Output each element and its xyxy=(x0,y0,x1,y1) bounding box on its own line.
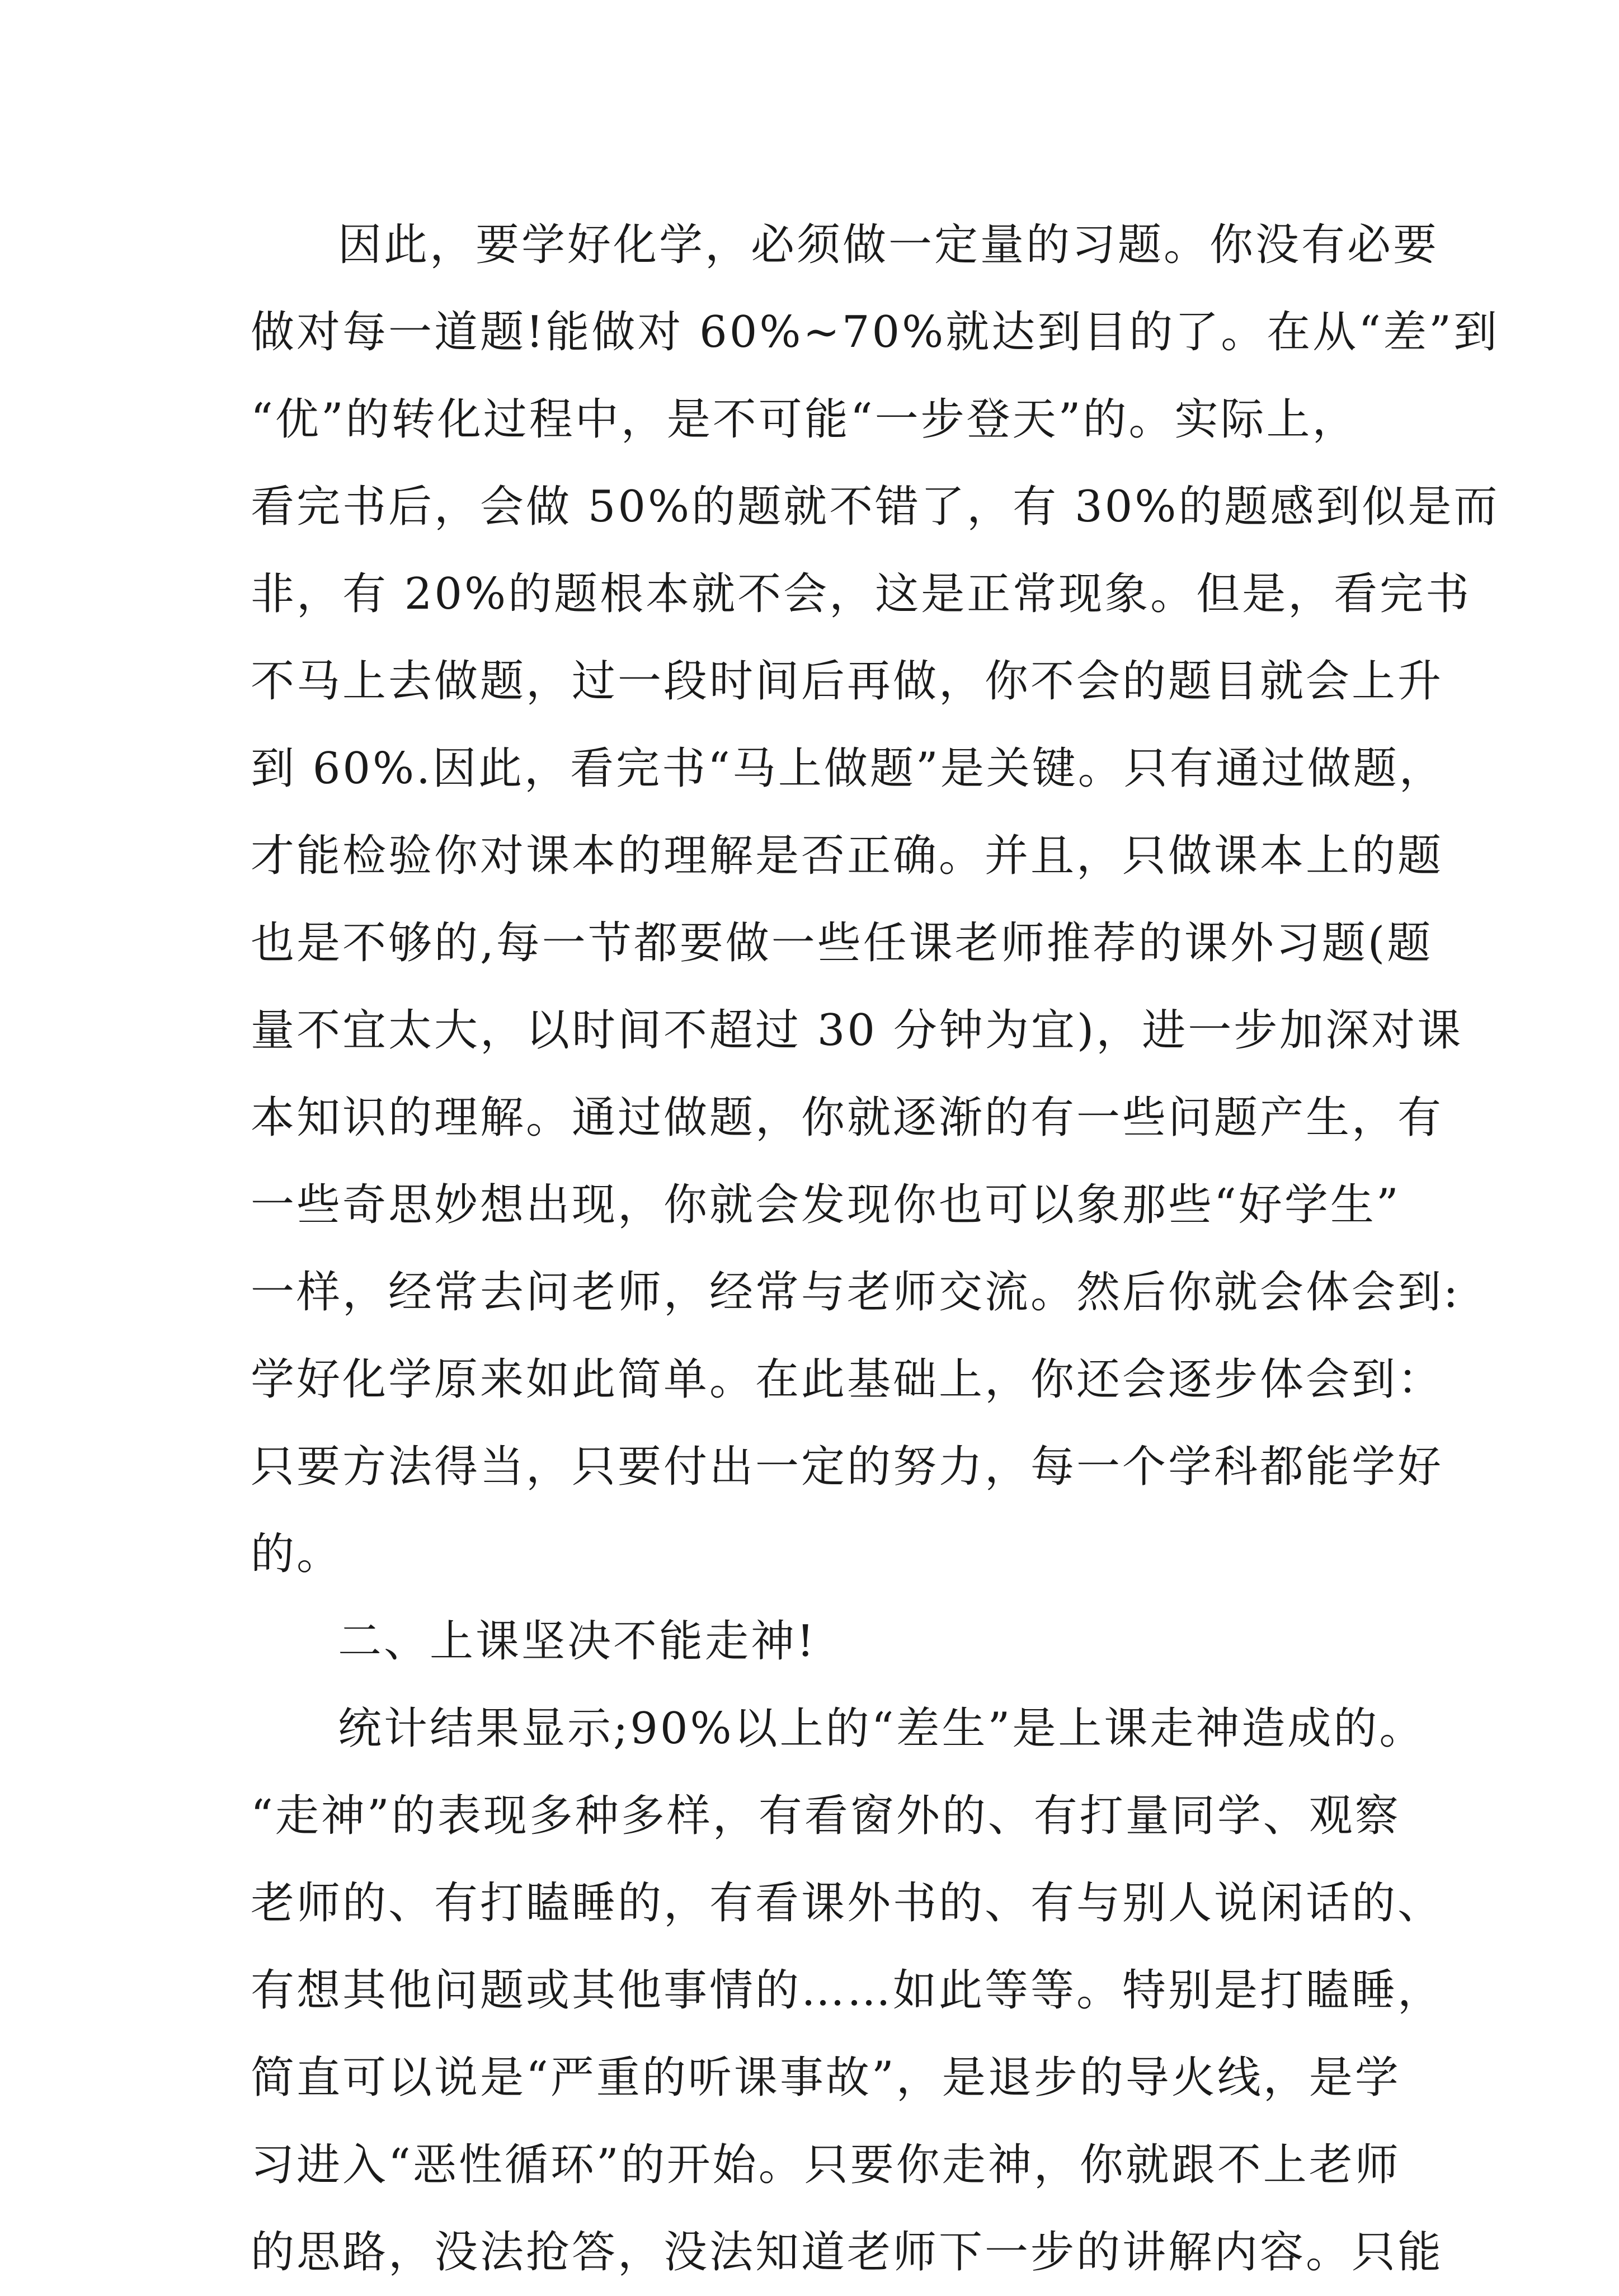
text-line: 到 60%.因此，看完书“马上做题”是关键。只有通过做题， xyxy=(251,744,1445,794)
text-line: 一样，经常去问老师，经常与老师交流。然后你就会体会到: xyxy=(251,1267,1461,1318)
text-line: 量不宜太大，以时间不超过 30 分钟为宜)，进一步加深对课 xyxy=(251,1005,1463,1056)
text-line: 习进入“恶性循环”的开始。只要你走神，你就跟不上老师 xyxy=(251,2140,1401,2190)
text-line: 才能检验你对课本的理解是否正确。并且，只做课本上的题 xyxy=(251,831,1444,881)
text-line: 本知识的理解。通过做题，你就逐渐的有一些问题产生，有 xyxy=(251,1093,1444,1143)
body-text xyxy=(251,201,1500,2296)
text-line: 简直可以说是“严重的听课事故”，是退步的导火线，是学 xyxy=(251,2053,1401,2103)
text-line: 有想其他问题或其他事情的……如此等等。特别是打瞌睡， xyxy=(251,1965,1444,2016)
text-line: 做对每一道题!能做对 60%~70%就达到目的了。在从“差”到 xyxy=(251,307,1499,357)
text-line: 也是不够的,每一节都要做一些任课老师推荐的课外习题(题 xyxy=(251,918,1433,968)
text-line: 非，有 20%的题根本就不会，这是正常现象。但是，看完书 xyxy=(251,569,1472,619)
text-line: 一些奇思妙想出现，你就会发现你也可以象那些“好学生” xyxy=(251,1180,1401,1230)
text-line: “优”的转化过程中，是不可能“一步登天”的。实际上， xyxy=(251,394,1358,445)
text-line: 因此，要学好化学，必须做一定量的习题。你没有必要 xyxy=(338,220,1439,270)
text-line: 统计结果显示;90%以上的“差生”是上课走神造成的。 xyxy=(338,1704,1425,1754)
text-line: 不马上去做题，过一段时间后再做，你不会的题目就会上升 xyxy=(251,656,1444,707)
text-line: 的思路，没法抢答，没法知道老师下一步的讲解内容。只能 xyxy=(251,2227,1444,2278)
text-line: 二、上课坚决不能走神! xyxy=(338,1616,817,1667)
text-line: 看完书后，会做 50%的题就不错了，有 30%的题感到似是而 xyxy=(251,482,1500,532)
text-line: 老师的、有打瞌睡的，有看课外书的、有与别人说闲话的、 xyxy=(251,1878,1444,1928)
text-line: 的。 xyxy=(251,1529,343,1579)
text-line: 学好化学原来如此简单。在此基础上，你还会逐步体会到： xyxy=(251,1354,1444,1405)
text-line: “走神”的表现多种多样，有看窗外的、有打量同学、观察 xyxy=(251,1791,1401,1841)
text-line: 只要方法得当，只要付出一定的努力，每一个学科都能学好 xyxy=(251,1442,1444,1492)
